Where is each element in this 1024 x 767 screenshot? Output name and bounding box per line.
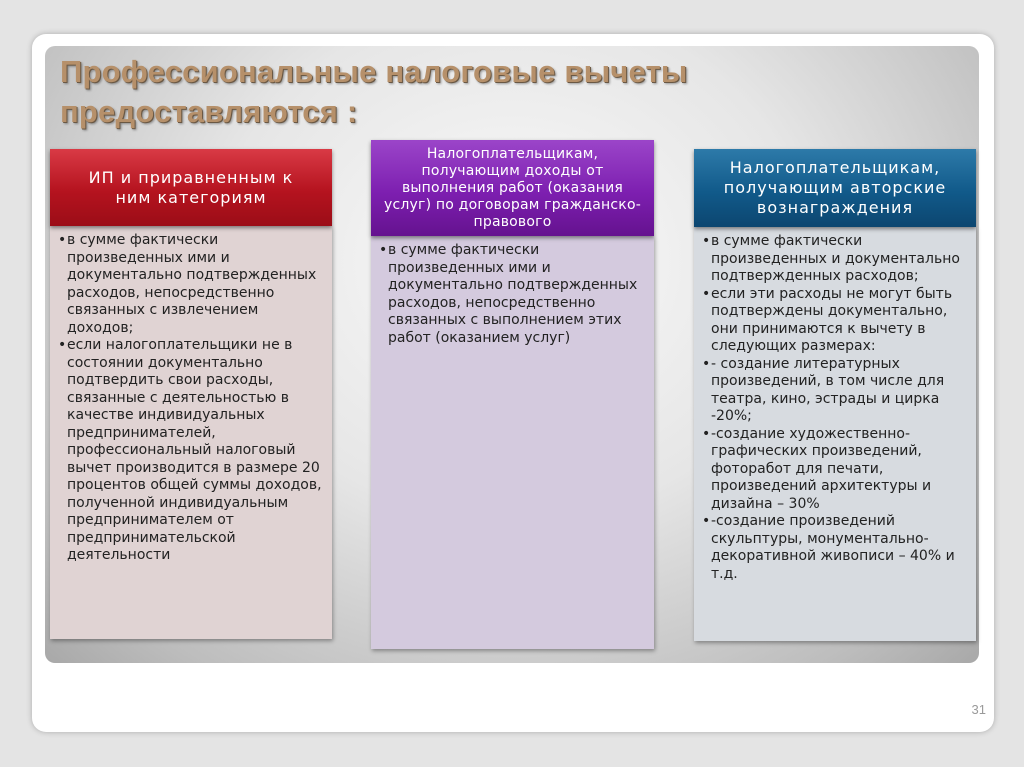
slide-title-line-2: предоставляются : <box>60 94 358 129</box>
column-author-fees <box>694 149 976 641</box>
list-item-text: если эти расходы не могут быть подтверждены документально, они принимаются к вычету в следующих размерах: <box>711 285 953 354</box>
bullet-icon: • <box>702 513 711 529</box>
list-item <box>702 233 968 286</box>
bullet-icon: • <box>702 425 711 442</box>
column-body <box>694 227 976 641</box>
column-header: ИП и приравненным к ним категориям <box>50 149 332 226</box>
bullet-icon: • <box>702 355 711 372</box>
list-item-text: в сумме фактически произведенных ими и документально подтвержденных расходов, непосредственно связанных с извлечением доходов; <box>67 232 317 336</box>
bullet-list <box>702 233 968 583</box>
column-civil-contracts <box>371 140 654 649</box>
bullet-icon: • <box>379 242 388 258</box>
list-item-text: - создание литературных произведений, в том числе для театра, кино, эстрады и цирка -20%; <box>711 355 945 424</box>
list-item <box>702 426 968 514</box>
list-item-text: в сумме фактически произведенных ими и документально подтвержденных расходов, непосредственно связанных с выполнением этих работ (оказанием услуг) <box>388 242 638 346</box>
list-item <box>58 232 324 337</box>
column-body <box>50 226 332 639</box>
column-header: Налогоплательщикам, получающим авторские вознаграждения <box>694 149 976 227</box>
list-item <box>702 286 968 356</box>
column-header: Налогоплательщикам, получающим доходы от выполнения работ (оказания услуг) по договорам гражданско-правового <box>371 140 654 236</box>
list-item-text: -создание произведений скульптуры, монументально-декоративной живописи – 40% и т.д. <box>711 513 955 582</box>
list-item <box>702 513 968 583</box>
page-number: 31 <box>971 702 986 717</box>
bullet-icon: • <box>58 337 67 353</box>
column-body <box>371 236 654 649</box>
list-item-text: -создание художественно-графических произведений, фоторабот для печати, произведений архитектуры и дизайна – 30% <box>711 425 932 512</box>
slide-title-line-1: Профессиональные налоговые вычеты <box>60 54 688 89</box>
list-item <box>379 242 646 347</box>
list-item <box>58 337 324 565</box>
list-item <box>702 356 968 426</box>
bullet-list <box>379 242 646 347</box>
bullet-icon: • <box>702 233 711 249</box>
bullet-icon: • <box>58 232 67 248</box>
bullet-icon: • <box>702 285 711 302</box>
list-item-text: если налогоплательщики не в состоянии документально подтвердить свои расходы, связанные с деятельностью в качестве индивидуальных предпринимателей, профессиональный налоговый вычет производится в размере 20 процентов общей суммы доходов, полученной индивидуальным предпринимателем от предпринимательской деятельности <box>67 337 322 563</box>
slide-title <box>60 52 960 132</box>
column-individual-entrepreneurs <box>50 149 332 639</box>
list-item-text: в сумме фактически произведенных и документально подтвержденных расходов; <box>711 233 960 284</box>
bullet-list <box>58 232 324 565</box>
